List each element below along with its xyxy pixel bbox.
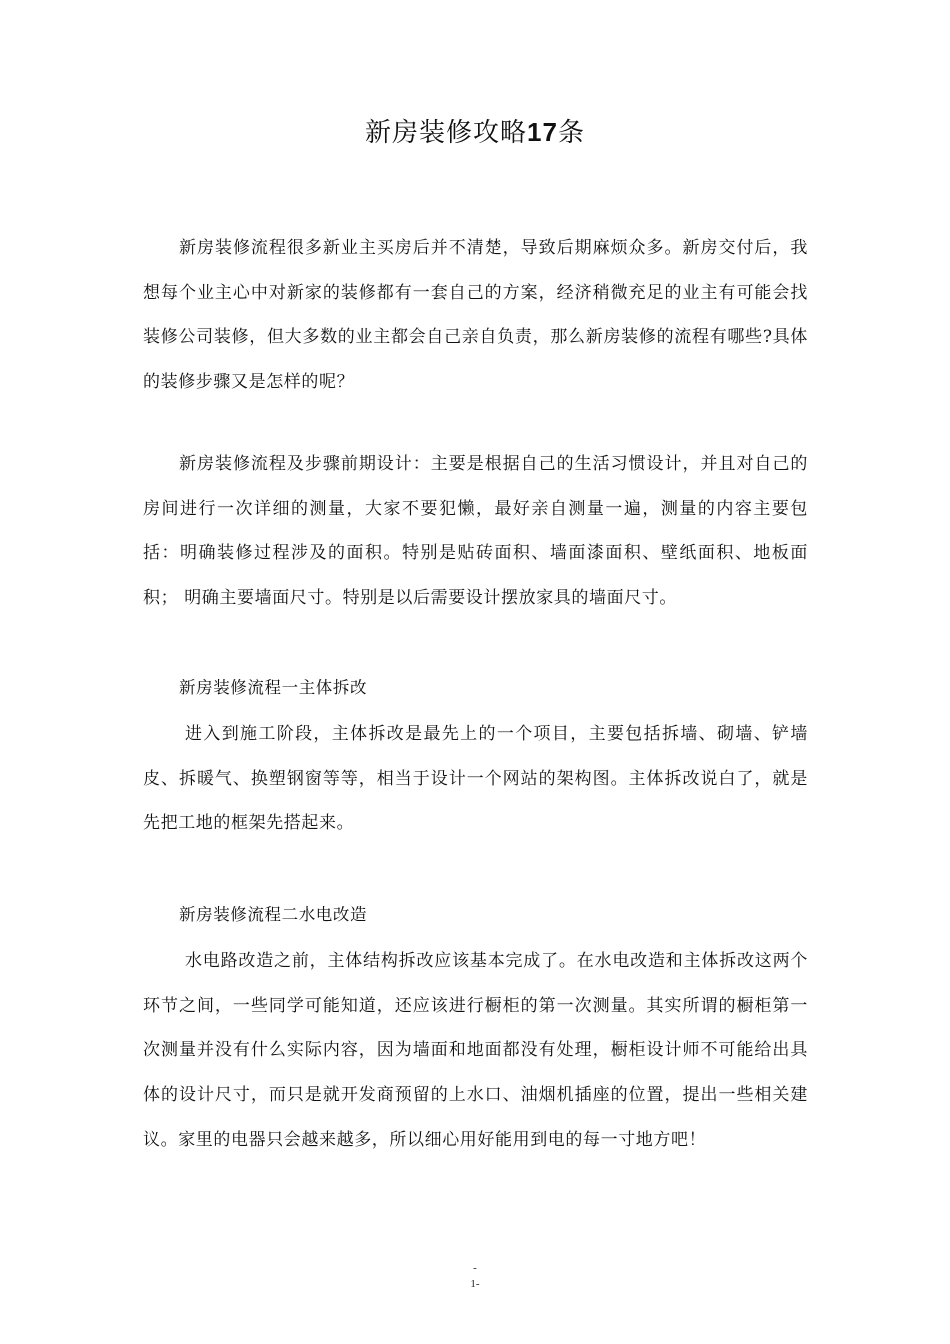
section2-heading-block — [143, 900, 808, 930]
title-text: 新房装修攻略 — [365, 118, 528, 148]
page-number: 1- — [470, 1278, 480, 1290]
section2-paragraph: 水电路改造之前，主体结构拆改应该基本完成了。在水电改造和主体拆改这两个环节之间，一些同学可能知道，还应该进行橱柜的第一次测量。其实所谓的橱柜第一次测量并没有什么实际内容，因为墙面和地面都没有处理，橱柜设计师不可能给出具体的设计尺寸，而只是就开发商预留的上水口、油烟机插座的位置，提出一些相关建议。家里的电器只会越来越多，所以细心用好能用到电的每一寸地方吧！ — [143, 951, 808, 1150]
section1-heading: 新房装修流程一主体拆改 — [179, 678, 368, 697]
section2-block — [143, 939, 808, 1163]
section2-heading: 新房装修流程二水电改造 — [179, 905, 368, 924]
section1-block — [143, 712, 808, 846]
title-number: 17 — [527, 117, 558, 147]
section1-paragraph: 进入到施工阶段，主体拆改是最先上的一个项目，主要包括拆墙、砌墙、铲墙皮、拆暖气、换塑钢窗等等，相当于设计一个网站的架构图。主体拆改说白了，就是先把工地的框架先搭起来。 — [143, 724, 808, 834]
intro-paragraph: 新房装修流程很多新业主买房后并不清楚，导致后期麻烦众多。新房交付后，我想每个业主心中对新家的装修都有一套自己的方案，经济稍微充足的业主有可能会找装修公司装修，但大多数的业主都会自己亲自负责，那么新房装修的流程有哪些?具体的装修步骤又是怎样的呢？ — [143, 238, 808, 393]
title-suffix: 条 — [557, 118, 585, 148]
section1-heading-block — [143, 673, 808, 703]
design-block — [143, 442, 808, 621]
design-paragraph: 新房装修流程及步骤前期设计：主要是根据自己的生活习惯设计，并且对自己的房间进行一次详细的测量，大家不要犯懒，最好亲自测量一遍，测量的内容主要包括：明确装修过程涉及的面积。特别是贴砖面积、墙面漆面积、壁纸面积、地板面积； 明确主要墙面尺寸。特别是以后需要设计摆放家具的墙面尺寸。 — [143, 454, 808, 609]
intro-block — [143, 226, 808, 405]
page-title — [0, 112, 950, 149]
footer-dash: - — [473, 1262, 477, 1274]
